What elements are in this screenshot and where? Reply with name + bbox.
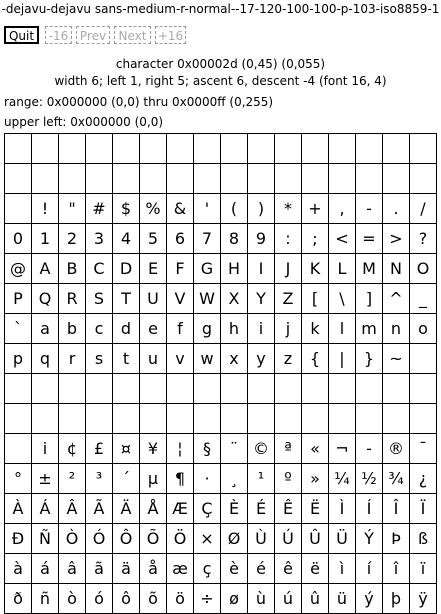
glyph-cell[interactable]: ö bbox=[167, 584, 194, 614]
range-info: range: 0x000000 (0,0) thru 0x0000ff (0,255) bbox=[4, 95, 274, 109]
glyph-cell[interactable] bbox=[383, 164, 410, 194]
grid-row bbox=[5, 314, 437, 344]
glyph-cell[interactable] bbox=[113, 134, 140, 164]
glyph-cell[interactable]: 0 bbox=[5, 224, 32, 254]
glyph-cell[interactable]: * bbox=[275, 194, 302, 224]
glyph-cell[interactable]: m bbox=[356, 314, 383, 344]
character-info: character 0x00002d (0,45) (0,055) bbox=[115, 57, 326, 71]
glyph-cell[interactable]: ÿ bbox=[410, 584, 437, 614]
glyph-cell[interactable] bbox=[410, 404, 437, 434]
glyph-cell[interactable]: ý bbox=[356, 584, 383, 614]
grid-row bbox=[5, 554, 437, 584]
glyph-cell[interactable] bbox=[59, 134, 86, 164]
glyph-cell[interactable]: È bbox=[221, 494, 248, 524]
glyph-cell[interactable]: u bbox=[140, 344, 167, 374]
glyph-cell[interactable]: - bbox=[356, 194, 383, 224]
glyph-cell[interactable]: ã bbox=[86, 554, 113, 584]
glyph-cell[interactable]: U bbox=[140, 284, 167, 314]
glyph-cell[interactable]: ² bbox=[59, 464, 86, 494]
glyph-cell[interactable]: 9 bbox=[248, 224, 275, 254]
glyph-cell[interactable]: q bbox=[32, 344, 59, 374]
glyph-cell[interactable]: Z bbox=[275, 284, 302, 314]
glyph-cell[interactable]: ^ bbox=[383, 284, 410, 314]
glyph-cell[interactable] bbox=[140, 164, 167, 194]
glyph-cell[interactable]: > bbox=[383, 224, 410, 254]
glyph-cell[interactable]: 7 bbox=[194, 224, 221, 254]
glyph-cell[interactable]: æ bbox=[167, 554, 194, 584]
glyph-cell[interactable] bbox=[248, 374, 275, 404]
glyph-cell[interactable]: = bbox=[356, 224, 383, 254]
glyph-cell[interactable]: ? bbox=[410, 224, 437, 254]
glyph-cell[interactable]: Ì bbox=[329, 494, 356, 524]
glyph-cell[interactable] bbox=[329, 404, 356, 434]
glyph-cell[interactable]: H bbox=[221, 254, 248, 284]
glyph-cell[interactable]: § bbox=[194, 434, 221, 464]
glyph-cell[interactable] bbox=[167, 134, 194, 164]
glyph-cell[interactable] bbox=[356, 134, 383, 164]
glyph-cell[interactable]: ¶ bbox=[167, 464, 194, 494]
glyph-cell[interactable]: Å bbox=[140, 494, 167, 524]
glyph-cell[interactable]: Ý bbox=[356, 524, 383, 554]
grid-row bbox=[5, 404, 437, 434]
glyph-cell[interactable] bbox=[86, 134, 113, 164]
glyph-cell[interactable]: 6 bbox=[167, 224, 194, 254]
glyph-cell[interactable]: Ñ bbox=[32, 524, 59, 554]
glyph-cell[interactable]: ) bbox=[248, 194, 275, 224]
glyph-cell[interactable]: ë bbox=[302, 554, 329, 584]
glyph-cell[interactable] bbox=[59, 164, 86, 194]
glyph-cell[interactable] bbox=[32, 374, 59, 404]
glyph-cell[interactable]: e bbox=[140, 314, 167, 344]
glyph-cell[interactable]: i bbox=[32, 434, 59, 464]
glyph-cell[interactable]: t bbox=[113, 344, 140, 374]
glyph-cell[interactable]: , bbox=[329, 194, 356, 224]
back-16-button[interactable]: -16 bbox=[45, 26, 72, 44]
glyph-cell[interactable] bbox=[410, 164, 437, 194]
glyph-cell[interactable] bbox=[383, 134, 410, 164]
glyph-cell[interactable] bbox=[275, 164, 302, 194]
glyph-cell[interactable]: ó bbox=[86, 584, 113, 614]
glyph-cell[interactable]: ® bbox=[383, 434, 410, 464]
glyph-cell[interactable]: Ç bbox=[194, 494, 221, 524]
glyph-cell[interactable]: í bbox=[356, 554, 383, 584]
glyph-cell[interactable]: T bbox=[113, 284, 140, 314]
glyph-cell[interactable] bbox=[302, 134, 329, 164]
glyph-cell[interactable]: s bbox=[86, 344, 113, 374]
glyph-cell[interactable]: Þ bbox=[383, 524, 410, 554]
glyph-cell[interactable]: < bbox=[329, 224, 356, 254]
glyph-cell[interactable]: ³ bbox=[86, 464, 113, 494]
glyph-cell[interactable] bbox=[86, 374, 113, 404]
glyph-cell[interactable]: · bbox=[194, 464, 221, 494]
glyph-cell[interactable]: " bbox=[59, 194, 86, 224]
glyph-cell[interactable]: Á bbox=[32, 494, 59, 524]
glyph-cell[interactable] bbox=[86, 404, 113, 434]
glyph-cell[interactable]: ÷ bbox=[194, 584, 221, 614]
glyph-cell[interactable]: O bbox=[410, 254, 437, 284]
grid-row bbox=[5, 464, 437, 494]
glyph-cell[interactable]: ¹ bbox=[248, 464, 275, 494]
glyph-cell[interactable] bbox=[329, 134, 356, 164]
glyph-cell[interactable]: 4 bbox=[113, 224, 140, 254]
glyph-cell[interactable]: } bbox=[356, 344, 383, 374]
glyph-cell[interactable]: c bbox=[86, 314, 113, 344]
glyph-cell[interactable]: b bbox=[59, 314, 86, 344]
glyph-cell[interactable]: i bbox=[248, 314, 275, 344]
glyph-cell[interactable]: 3 bbox=[86, 224, 113, 254]
glyph-cell[interactable] bbox=[275, 374, 302, 404]
glyph-cell[interactable]: $ bbox=[113, 194, 140, 224]
glyph-cell[interactable] bbox=[221, 134, 248, 164]
glyph-cell[interactable]: ä bbox=[113, 554, 140, 584]
glyph-cell[interactable]: w bbox=[194, 344, 221, 374]
glyph-cell[interactable] bbox=[86, 164, 113, 194]
glyph-cell[interactable] bbox=[32, 404, 59, 434]
glyph-cell[interactable]: ù bbox=[248, 584, 275, 614]
glyph-cell[interactable] bbox=[221, 164, 248, 194]
glyph-cell[interactable] bbox=[167, 374, 194, 404]
glyph-cell[interactable]: y bbox=[248, 344, 275, 374]
glyph-cell[interactable]: o bbox=[410, 314, 437, 344]
glyph-cell[interactable]: õ bbox=[140, 584, 167, 614]
glyph-cell[interactable] bbox=[194, 374, 221, 404]
glyph-cell[interactable]: ü bbox=[329, 584, 356, 614]
glyph-cell[interactable]: º bbox=[275, 464, 302, 494]
glyph-cell[interactable]: : bbox=[275, 224, 302, 254]
glyph-cell[interactable]: n bbox=[383, 314, 410, 344]
glyph-cell[interactable]: 8 bbox=[221, 224, 248, 254]
glyph-cell[interactable]: î bbox=[383, 554, 410, 584]
glyph-cell[interactable]: l bbox=[329, 314, 356, 344]
grid-row bbox=[5, 284, 437, 314]
glyph-cell[interactable]: ¬ bbox=[329, 434, 356, 464]
prev-button[interactable]: Prev bbox=[76, 26, 110, 44]
glyph-cell[interactable]: B bbox=[59, 254, 86, 284]
glyph-cell[interactable]: Ô bbox=[113, 524, 140, 554]
glyph-cell[interactable]: | bbox=[329, 344, 356, 374]
glyph-cell[interactable] bbox=[59, 404, 86, 434]
glyph-cell[interactable]: 2 bbox=[59, 224, 86, 254]
glyph-cell[interactable]: / bbox=[410, 194, 437, 224]
glyph-cell[interactable] bbox=[140, 374, 167, 404]
glyph-cell[interactable]: \ bbox=[329, 284, 356, 314]
glyph-cell[interactable]: À bbox=[5, 494, 32, 524]
glyph-cell[interactable]: 5 bbox=[140, 224, 167, 254]
glyph-cell[interactable] bbox=[275, 134, 302, 164]
glyph-cell[interactable]: a bbox=[32, 314, 59, 344]
glyph-cell[interactable]: ¤ bbox=[113, 434, 140, 464]
glyph-cell[interactable] bbox=[194, 404, 221, 434]
next-button[interactable]: Next bbox=[114, 26, 151, 44]
grid-row bbox=[5, 344, 437, 374]
glyph-cell[interactable]: d bbox=[113, 314, 140, 344]
glyph-cell[interactable] bbox=[329, 164, 356, 194]
glyph-cell[interactable] bbox=[167, 164, 194, 194]
glyph-cell[interactable]: Ä bbox=[113, 494, 140, 524]
glyph-cell[interactable] bbox=[302, 404, 329, 434]
glyph-cell[interactable]: ~ bbox=[383, 344, 410, 374]
glyph-cell[interactable]: G bbox=[194, 254, 221, 284]
glyph-cell[interactable]: Û bbox=[302, 524, 329, 554]
glyph-cell[interactable]: k bbox=[302, 314, 329, 344]
glyph-cell[interactable] bbox=[5, 164, 32, 194]
glyph-cell[interactable]: ò bbox=[59, 584, 86, 614]
glyph-cell[interactable]: r bbox=[59, 344, 86, 374]
glyph-cell[interactable]: z bbox=[275, 344, 302, 374]
glyph-cell[interactable]: Ë bbox=[302, 494, 329, 524]
glyph-cell[interactable]: ¸ bbox=[221, 464, 248, 494]
glyph-cell[interactable]: J bbox=[275, 254, 302, 284]
glyph-cell[interactable]: Ã bbox=[86, 494, 113, 524]
glyph-cell[interactable]: Q bbox=[32, 284, 59, 314]
glyph-cell[interactable]: + bbox=[302, 194, 329, 224]
glyph-cell[interactable]: ´ bbox=[113, 464, 140, 494]
glyph-cell[interactable]: P bbox=[5, 284, 32, 314]
glyph-cell[interactable]: ± bbox=[32, 464, 59, 494]
glyph-cell[interactable]: ¨ bbox=[221, 434, 248, 464]
glyph-cell[interactable]: Í bbox=[356, 494, 383, 524]
grid-row bbox=[5, 434, 437, 464]
metrics-info: width 6; left 1, right 5; ascent 6, descent -4 (font 16, 4) bbox=[54, 74, 387, 88]
glyph-cell[interactable]: É bbox=[248, 494, 275, 524]
glyph-cell[interactable]: g bbox=[194, 314, 221, 344]
glyph-cell[interactable]: ¯ bbox=[410, 434, 437, 464]
glyph-cell[interactable]: Ü bbox=[329, 524, 356, 554]
glyph-cell[interactable]: V bbox=[167, 284, 194, 314]
glyph-cell[interactable]: { bbox=[302, 344, 329, 374]
grid-row bbox=[5, 254, 437, 284]
glyph-cell[interactable] bbox=[113, 374, 140, 404]
grid-row bbox=[5, 194, 437, 224]
glyph-cell[interactable]: ú bbox=[275, 584, 302, 614]
glyph-cell[interactable] bbox=[410, 344, 437, 374]
upper-left-info: upper left: 0x000000 (0,0) bbox=[4, 115, 164, 129]
glyph-cell[interactable]: ` bbox=[5, 314, 32, 344]
glyph-cell[interactable] bbox=[383, 404, 410, 434]
glyph-cell[interactable]: ¦ bbox=[167, 434, 194, 464]
glyph-cell[interactable]: . bbox=[383, 194, 410, 224]
glyph-cell[interactable] bbox=[5, 404, 32, 434]
grid-row bbox=[5, 524, 437, 554]
glyph-cell[interactable]: Ð bbox=[5, 524, 32, 554]
glyph-cell[interactable]: I bbox=[248, 254, 275, 284]
glyph-cell[interactable] bbox=[5, 194, 32, 224]
glyph-cell[interactable]: % bbox=[140, 194, 167, 224]
glyph-cell[interactable]: á bbox=[32, 554, 59, 584]
glyph-cell[interactable] bbox=[5, 434, 32, 464]
glyph-cell[interactable] bbox=[302, 374, 329, 404]
glyph-cell[interactable]: D bbox=[113, 254, 140, 284]
glyph-cell[interactable]: E bbox=[140, 254, 167, 284]
glyph-cell[interactable]: 1 bbox=[32, 224, 59, 254]
glyph-cell[interactable]: ( bbox=[221, 194, 248, 224]
glyph-cell[interactable]: Î bbox=[383, 494, 410, 524]
glyph-cell[interactable]: û bbox=[302, 584, 329, 614]
glyph-cell[interactable] bbox=[221, 404, 248, 434]
glyph-cell[interactable]: h bbox=[221, 314, 248, 344]
glyph-cell[interactable]: ø bbox=[221, 584, 248, 614]
glyph-cell[interactable]: Ú bbox=[275, 524, 302, 554]
glyph-cell[interactable]: # bbox=[86, 194, 113, 224]
glyph-cell[interactable] bbox=[356, 374, 383, 404]
glyph-cell[interactable]: © bbox=[248, 434, 275, 464]
glyph-cell[interactable]: C bbox=[86, 254, 113, 284]
font-name-title: -dejavu-dejavu sans-medium-r-normal--17-120-100-100-p-103-iso8859-1 bbox=[1, 2, 440, 16]
glyph-cell[interactable]: - bbox=[356, 434, 383, 464]
glyph-cell[interactable]: ê bbox=[275, 554, 302, 584]
glyph-cell[interactable] bbox=[410, 134, 437, 164]
glyph-cell[interactable]: ¼ bbox=[329, 464, 356, 494]
glyph-cell[interactable]: X bbox=[221, 284, 248, 314]
glyph-cell[interactable]: å bbox=[140, 554, 167, 584]
glyph-cell[interactable]: ¥ bbox=[140, 434, 167, 464]
glyph-cell[interactable]: [ bbox=[302, 284, 329, 314]
glyph-cell[interactable]: f bbox=[167, 314, 194, 344]
glyph-cell[interactable]: Æ bbox=[167, 494, 194, 524]
glyph-cell[interactable]: Ø bbox=[221, 524, 248, 554]
glyph-cell[interactable] bbox=[32, 134, 59, 164]
glyph-cell[interactable]: ô bbox=[113, 584, 140, 614]
glyph-cell[interactable]: µ bbox=[140, 464, 167, 494]
glyph-cell[interactable] bbox=[194, 164, 221, 194]
quit-button[interactable]: Quit bbox=[4, 26, 39, 44]
glyph-cell[interactable]: ' bbox=[194, 194, 221, 224]
grid-row bbox=[5, 494, 437, 524]
glyph-cell[interactable]: F bbox=[167, 254, 194, 284]
glyph-cell[interactable]: _ bbox=[410, 284, 437, 314]
glyph-cell[interactable]: p bbox=[5, 344, 32, 374]
forward-16-button[interactable]: +16 bbox=[155, 26, 186, 44]
glyph-cell[interactable]: W bbox=[194, 284, 221, 314]
glyph-cell[interactable]: « bbox=[302, 434, 329, 464]
glyph-cell[interactable]: & bbox=[167, 194, 194, 224]
glyph-cell[interactable]: x bbox=[221, 344, 248, 374]
grid-row bbox=[5, 584, 437, 614]
glyph-cell[interactable] bbox=[383, 374, 410, 404]
glyph-cell[interactable]: @ bbox=[5, 254, 32, 284]
glyph-cell[interactable]: j bbox=[275, 314, 302, 344]
glyph-cell[interactable] bbox=[329, 374, 356, 404]
glyph-cell[interactable]: Ï bbox=[410, 494, 437, 524]
glyph-cell[interactable]: Ù bbox=[248, 524, 275, 554]
glyph-cell[interactable]: ª bbox=[275, 434, 302, 464]
glyph-cell[interactable]: è bbox=[221, 554, 248, 584]
glyph-cell[interactable]: ñ bbox=[32, 584, 59, 614]
glyph-cell[interactable] bbox=[410, 374, 437, 404]
glyph-cell[interactable] bbox=[113, 404, 140, 434]
glyph-cell[interactable]: K bbox=[302, 254, 329, 284]
glyph-cell[interactable]: â bbox=[59, 554, 86, 584]
glyph-cell[interactable] bbox=[5, 374, 32, 404]
glyph-cell[interactable]: ì bbox=[329, 554, 356, 584]
glyph-cell[interactable]: ï bbox=[410, 554, 437, 584]
glyph-cell[interactable]: à bbox=[5, 554, 32, 584]
glyph-cell[interactable]: R bbox=[59, 284, 86, 314]
glyph-cell[interactable]: A bbox=[32, 254, 59, 284]
glyph-cell[interactable] bbox=[248, 404, 275, 434]
glyph-cell[interactable]: ; bbox=[302, 224, 329, 254]
glyph-cell[interactable] bbox=[140, 134, 167, 164]
glyph-cell[interactable]: » bbox=[302, 464, 329, 494]
glyph-cell[interactable] bbox=[5, 134, 32, 164]
glyph-cell[interactable]: é bbox=[248, 554, 275, 584]
glyph-cell[interactable]: £ bbox=[86, 434, 113, 464]
glyph-cell[interactable]: ¾ bbox=[383, 464, 410, 494]
grid-row bbox=[5, 224, 437, 254]
glyph-cell[interactable]: Ó bbox=[86, 524, 113, 554]
glyph-cell[interactable]: ] bbox=[356, 284, 383, 314]
glyph-cell[interactable] bbox=[167, 404, 194, 434]
glyph-cell[interactable]: ° bbox=[5, 464, 32, 494]
glyph-cell[interactable]: × bbox=[194, 524, 221, 554]
glyph-cell[interactable] bbox=[113, 164, 140, 194]
glyph-cell[interactable]: N bbox=[383, 254, 410, 284]
glyph-cell[interactable]: Ò bbox=[59, 524, 86, 554]
glyph-cell[interactable]: ¿ bbox=[410, 464, 437, 494]
glyph-cell[interactable]: þ bbox=[383, 584, 410, 614]
glyph-cell[interactable]: Ö bbox=[167, 524, 194, 554]
character-grid[interactable] bbox=[4, 133, 437, 614]
glyph-cell[interactable]: S bbox=[86, 284, 113, 314]
glyph-cell[interactable]: Õ bbox=[140, 524, 167, 554]
glyph-cell[interactable] bbox=[356, 164, 383, 194]
glyph-cell[interactable] bbox=[32, 164, 59, 194]
glyph-cell[interactable] bbox=[275, 404, 302, 434]
glyph-cell[interactable]: ß bbox=[410, 524, 437, 554]
glyph-cell[interactable] bbox=[248, 164, 275, 194]
glyph-cell[interactable] bbox=[59, 374, 86, 404]
glyph-cell[interactable]: Y bbox=[248, 284, 275, 314]
glyph-cell[interactable]: v bbox=[167, 344, 194, 374]
glyph-cell[interactable] bbox=[140, 404, 167, 434]
glyph-cell[interactable] bbox=[221, 374, 248, 404]
glyph-cell[interactable]: Ê bbox=[275, 494, 302, 524]
glyph-cell[interactable] bbox=[194, 134, 221, 164]
glyph-cell[interactable]: ç bbox=[194, 554, 221, 584]
glyph-cell[interactable]: L bbox=[329, 254, 356, 284]
glyph-cell[interactable] bbox=[356, 404, 383, 434]
grid-row bbox=[5, 164, 437, 194]
glyph-cell[interactable] bbox=[302, 164, 329, 194]
glyph-cell[interactable]: ð bbox=[5, 584, 32, 614]
glyph-cell[interactable] bbox=[248, 134, 275, 164]
grid-row bbox=[5, 374, 437, 404]
grid-row bbox=[5, 134, 437, 164]
glyph-cell[interactable]: ½ bbox=[356, 464, 383, 494]
glyph-cell[interactable]: Â bbox=[59, 494, 86, 524]
glyph-cell[interactable]: M bbox=[356, 254, 383, 284]
glyph-cell[interactable]: ! bbox=[32, 194, 59, 224]
glyph-cell[interactable]: ¢ bbox=[59, 434, 86, 464]
